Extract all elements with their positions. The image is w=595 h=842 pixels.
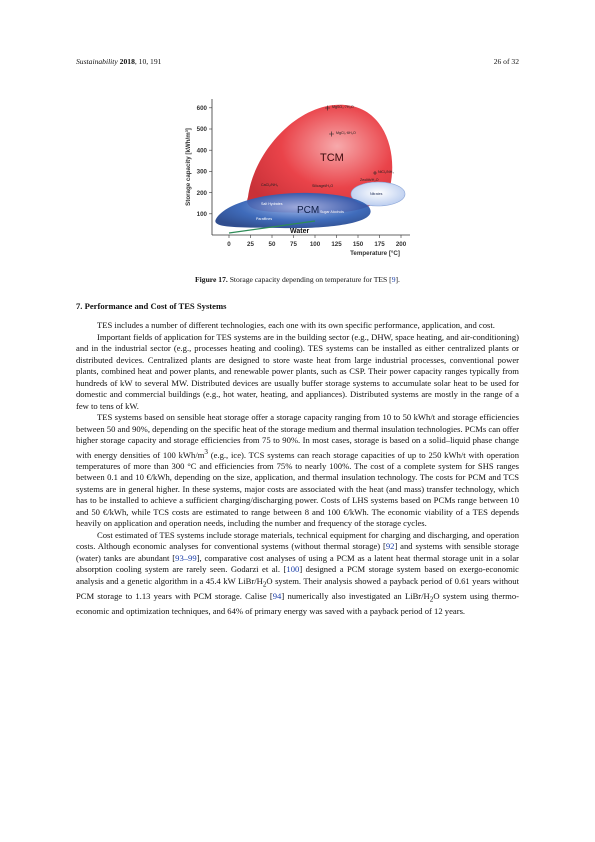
caption-end: ].: [395, 275, 400, 284]
x-axis-label: Temperature [°C]: [350, 250, 400, 257]
y-axis-label: Storage capacity [kWh/m³]: [185, 128, 192, 206]
paragraph-4: [76, 530, 519, 618]
y-tick-label: 200: [196, 189, 207, 197]
nicl2-label: NiCl₂/NH₃: [378, 170, 394, 174]
tcm-label: TCM: [320, 152, 344, 164]
x-tick-label: 100: [309, 241, 321, 248]
paragraph-4-text: ] designed a PCM storage system based on exergo-economic analysis and a genetic algorithm in a 45.4 kW LiBr/H: [76, 564, 519, 586]
caption-text: Storage capacity depending on temperature for TES [: [227, 275, 392, 284]
x-tick-label: 0: [227, 241, 231, 248]
y-tick-label: 500: [196, 126, 207, 134]
y-tick-label: 100: [196, 211, 207, 218]
page-header: [76, 57, 519, 69]
x-tick-label: 175: [374, 241, 385, 248]
paragraph-3: [76, 412, 519, 530]
nitrates-label: Nitrates: [370, 192, 383, 196]
section-title: 7. Performance and Cost of TES Systems: [76, 301, 227, 311]
salt-hydrates-label: Salt Hydrates: [261, 202, 283, 206]
paragraph-4-text: ] and systems with sensible storage (water) tanks are abundant [: [76, 541, 519, 563]
paraffines-label: Paraffines: [256, 217, 273, 221]
superscript: 3: [204, 447, 208, 456]
x-tick-label: 25: [247, 241, 254, 248]
paragraph-4-text: ], comparative cost analyses of using a PCM as a latent heat thermal storage unit in a solar absorption cooling system are rarely seen. Godarzi et al. [: [76, 552, 519, 575]
sugar-alcohols-label: Sugar Alcohols: [320, 210, 344, 214]
x-tick-label: 125: [331, 241, 342, 248]
journal-citation: [76, 57, 161, 66]
silicagel-label: Silicagel/H₂O: [312, 184, 334, 188]
paragraph-3-text-a: TES systems based on sensible heat storage offer a storage capacity ranging from 10 to 50 kWh/t and storage efficiencies between 50 and 90%, depending on the specific heat of the storage medium and thermal insulation technologies. PCMs can offer higher storage capacity and storage efficiencies from 75 to 90%. In most cases, storage is based on a solid–liquid phase change with energy densities of 100 kWh/m: [76, 412, 520, 460]
paragraph-4-text: ] numerically also investigated an LiBr/H: [281, 591, 430, 602]
caclnh3-label: CaCl₂/NH₃: [261, 183, 279, 187]
figure-17: [170, 95, 415, 265]
citation-link[interactable]: 92: [385, 541, 395, 552]
mgso4-label: MgSO₄·7H₂O: [332, 105, 354, 109]
storage-capacity-chart: [170, 95, 415, 265]
paragraph-4-text: O system using thermo-economic and optimization techniques, and 64% of primary energy was saved with a payback period of 12 years.: [76, 591, 519, 617]
journal-year: 2018: [119, 57, 135, 66]
paragraph-1: TES includes a number of different technologies, each one with its own specific performance, application, and cost.: [97, 320, 495, 330]
pcm-label: PCM: [297, 205, 320, 216]
y-tick-label: 600: [196, 105, 207, 112]
y-tick-label: 300: [196, 168, 207, 176]
paragraph-4-text: O system. Their analysis showed a payback period of 0.61 years without PCM storage to 1.13 years with PCM storage. Calise [: [76, 575, 519, 602]
water-label: Water: [290, 228, 310, 235]
caption-label: Figure 17.: [195, 275, 228, 284]
x-tick-label: 150: [352, 241, 364, 248]
mgcl2-label: MgCl₂·6H₂O: [336, 131, 356, 135]
figure-caption: [76, 275, 519, 284]
citation-link[interactable]: 100: [286, 564, 300, 575]
citation-link[interactable]: 94: [272, 591, 282, 602]
citation-link[interactable]: 93–99: [175, 552, 197, 563]
paragraph-4-text: Cost estimated of TES systems include storage materials, technical equipment for charging and discharging, and operation costs. Although economic analyses for conventional systems (without thermal storage) [: [76, 529, 519, 552]
x-tick-label: 75: [290, 241, 297, 248]
y-tick-label: 400: [196, 147, 207, 155]
body-text: [76, 320, 519, 618]
journal-volume: , 10, 191: [134, 57, 162, 66]
x-tick-label: 200: [395, 241, 407, 248]
pcm-region: [215, 193, 370, 228]
subscript: 2: [429, 595, 434, 604]
page-number: 26 of 32: [493, 57, 519, 66]
journal-name: Sustainability: [76, 57, 118, 66]
x-tick-label: 50: [268, 241, 276, 248]
zeolite-label: Zeolith/H₂O: [360, 178, 379, 182]
subscript: 2: [262, 580, 267, 589]
caption-ref-link[interactable]: 9: [391, 275, 396, 284]
paragraph-3-text-b: (e.g., ice). TCS systems can reach storage capacities of up to 250 kWh/t with operation temperatures of more than 300 °C and efficiencies from 75% to nearly 100%. The cost of a complete system for SHS ranges between 0.1 and 10 €/kWh, depending on the size, application, and thermal insulation technology. The costs for PCM and TCS systems are in general higher. In these systems, major costs are associated with the heat (and mass) transfer technology, which has to be installed to achieve a sufficient charging/discharging power. Costs of LHS systems based on PCMs range between 10 and 50 €/kWh, while TCS costs are estimated to range between 8 and 100 €/kWh. The economic viability of a TES depends heavily on application and operation needs, including the number and frequency of the storage cycles.: [76, 449, 519, 529]
paragraph-2: Important fields of application for TES systems are in the building sector (e.g., DHW, space heating, and air-conditioning) and in the industrial sector (e.g., processes heating and cooling). TES systems can be installed as either centralized plants or distributed devices. Centralized plants are designed to store waste heat from large industrial processes, conventional power plants, combined heat and power plants, and renewable power plants, such as CSP. Their power capacity ranges typically from hundreds of kW to several MW. Distributed devices are usually buffer storage systems to accumulate solar heat to be used for domestic and commercial buildings (e.g., hot water, heating, and appliances). Distributed systems are mostly in the range of a few to tens of kW.: [76, 331, 519, 411]
